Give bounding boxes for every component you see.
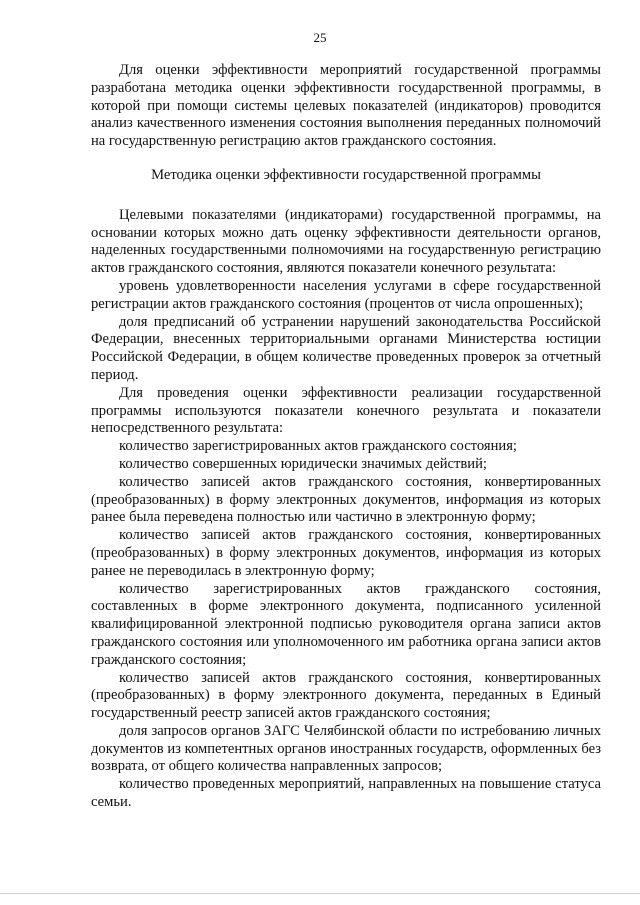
paragraph-registered-acts: количество зарегистрированных актов гражданского состояния; — [119, 438, 517, 455]
intro-paragraph: Для оценки эффективности мероприятий государственной программы разработана методика оценки эффективности государственной программы, в которой при помощи системы целевых показателей (индикаторов) проводится анализ качественного изменения состояния выполнения переданных полномочий на государственную регистрацию актов гражданского состояния. — [91, 62, 601, 150]
paragraph-legal-actions: количество совершенных юридически значимых действий; — [119, 455, 487, 472]
section-heading: Методика оценки эффективности государственной программы — [151, 166, 541, 183]
bottom-edge-line — [0, 893, 640, 894]
paragraph-foreign-requests-share: доля запросов органов ЗАГС Челябинской области по истребованию личных документов из компетентных органов иностранных государств, оформленных без возврата, от общего количества направленных запросов; — [91, 722, 601, 775]
paragraph-electronic-acts: количество зарегистрированных актов гражданского состояния, составленных в форме электронного документа, подписанного усиленной квалифицированной электронной подписью руководителя органа записи актов гражданского состояния или уполномоченного им работника органа записи актов гражданского состояния; — [91, 580, 601, 668]
paragraph-target-indicators: Целевыми показателями (индикаторами) государственной программы, на основании которых можно дать оценку эффективности деятельности органов, наделенных государственными полномочиями на государственную регистрацию актов гражданского состояния, являются показатели конечного результата: — [91, 206, 601, 277]
paragraph-satisfaction-level: уровень удовлетворенности населения услугами в сфере государственной регистрации актов гражданского состояния (процентов от числа опрошенных); — [91, 277, 601, 312]
paragraph-evaluation-indicators: Для проведения оценки эффективности реализации государственной программы используются показатели конечного результата и показатели непосредственного результата: — [91, 384, 601, 437]
page-number: 25 — [313, 30, 327, 45]
paragraph-violations-share: доля предписаний об устранении нарушений законодательства Российской Федерации, внесенных территориальными органами Министерства юстиции Российской Федерации, в общем количестве проведенных проверок за отчетный период. — [91, 313, 601, 383]
paragraph-converted-records-new: количество записей актов гражданского состояния, конвертированных (преобразованных) в форму электронных документов, информация из которых ранее не переводилась в электронную форму; — [91, 527, 601, 579]
document-body — [91, 62, 601, 812]
paragraph-converted-records-previous: количество записей актов гражданского состояния, конвертированных (преобразованных) в форму электронных документов, информация из которых ранее была переведена полностью или частично в электронную форму; — [91, 473, 601, 526]
paragraph-records-to-registry: количество записей актов гражданского состояния, конвертированных (преобразованных) в форму электронного документа, переданных в Единый государственный реестр записей актов гражданского состояния; — [91, 669, 601, 722]
paragraph-family-events: количество проведенных мероприятий, направленных на повышение статуса семьи. — [91, 776, 601, 811]
